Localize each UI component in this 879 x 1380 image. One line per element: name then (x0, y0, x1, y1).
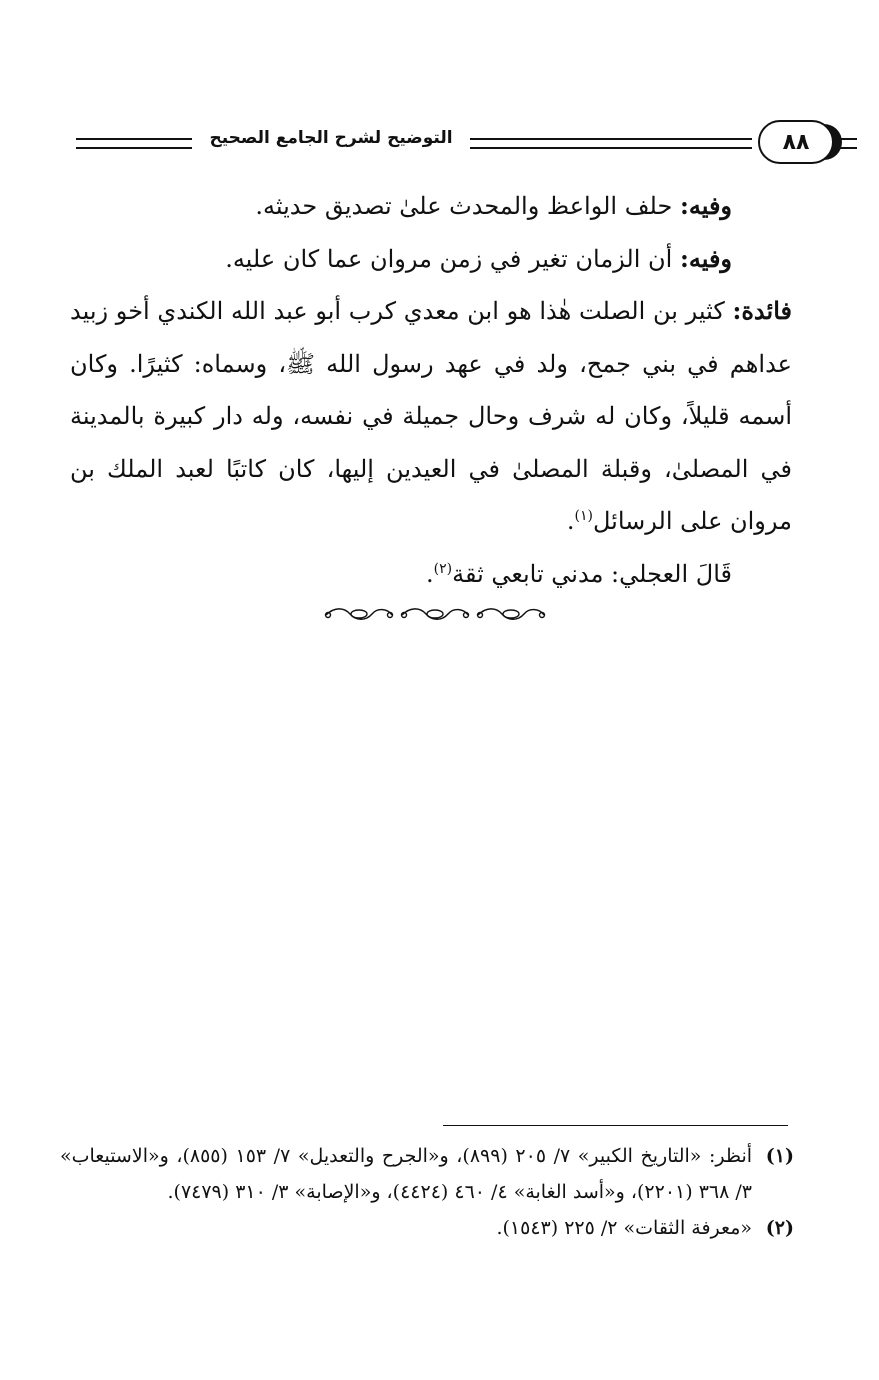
paragraph-ijli (70, 548, 792, 601)
text-ijli: قَالَ العجلي: مدني تابعي ثقة (452, 559, 732, 588)
benefit-end-mark: . (566, 507, 575, 535)
label-wafihi-2: وفيه: (679, 243, 732, 273)
section-divider-ornament (322, 603, 548, 625)
ijli-end-mark: . (425, 559, 434, 588)
text-oath: حلف الواعظ والمحدث علىٰ تصديق حديثه. (255, 192, 673, 220)
footnote-ref-1[interactable]: (١) (574, 508, 593, 524)
ornament-flourish-3 (478, 609, 545, 619)
ornament-flourish-2 (402, 609, 469, 619)
paragraph-oath (70, 180, 792, 233)
main-text (70, 180, 792, 600)
running-title: التوضيح لشرح الجامع الصحيح (209, 128, 453, 148)
paragraph-benefit (70, 285, 792, 548)
footnote-1 (60, 1138, 794, 1210)
footnote-ref-2[interactable]: (٢) (433, 560, 453, 577)
header-rule-middle (470, 138, 752, 149)
text-benefit: كثير بن الصلت هٰذا هو ابن معدي كرب أبو عبد الله الكندي أخو زبيد عداهم في بني جمح، ولد في عهد رسول الله ﷺ، وسماه: كثيرًا. وكان أسمه قليلاً، وكان له شرف وحال جميلة في نفسه، وله دار كبيرة بالمدينة في المصلىٰ، وقبلة المصلىٰ في العيدين إليها، كان كاتبًا لعبد الملك بن مروان على الرسائل (70, 297, 792, 535)
header-rule-right (835, 138, 857, 149)
footnote-separator (443, 1125, 788, 1126)
footnote-2 (60, 1210, 794, 1246)
paragraph-time-change (70, 233, 792, 286)
header-rule-left (76, 138, 192, 149)
text-time-change: أن الزمان تغير في زمن مروان عما كان عليه. (225, 244, 673, 273)
footnote-number: (٢) (765, 1217, 794, 1239)
footnotes (60, 1138, 794, 1246)
page-header (70, 118, 810, 170)
label-wafihi-1: وفيه: (679, 191, 732, 220)
ornament-flourish-1 (326, 609, 393, 619)
label-benefit: فائدة: (732, 296, 792, 325)
footnote-number: (١) (765, 1145, 794, 1167)
footnote-text: «معرفة الثقات» ٢/ ٢٢٥ (١٥٤٣). (496, 1217, 752, 1239)
page-number-badge: ٨٨ (758, 120, 834, 164)
footnote-text: أنظر: «التاريخ الكبير» ٧/ ٢٠٥ (٨٩٩)، و«الجرح والتعديل» ٧/ ١٥٣ (٨٥٥)، و«الاستيعاب» ٣/ ٣٦٨ (٢٢٠١)، و«أسد الغابة» ٤/ ٤٦٠ (٤٤٢٤)، و«الإصابة» ٣/ ٣١٠ (٧٤٧٩). (60, 1145, 753, 1203)
